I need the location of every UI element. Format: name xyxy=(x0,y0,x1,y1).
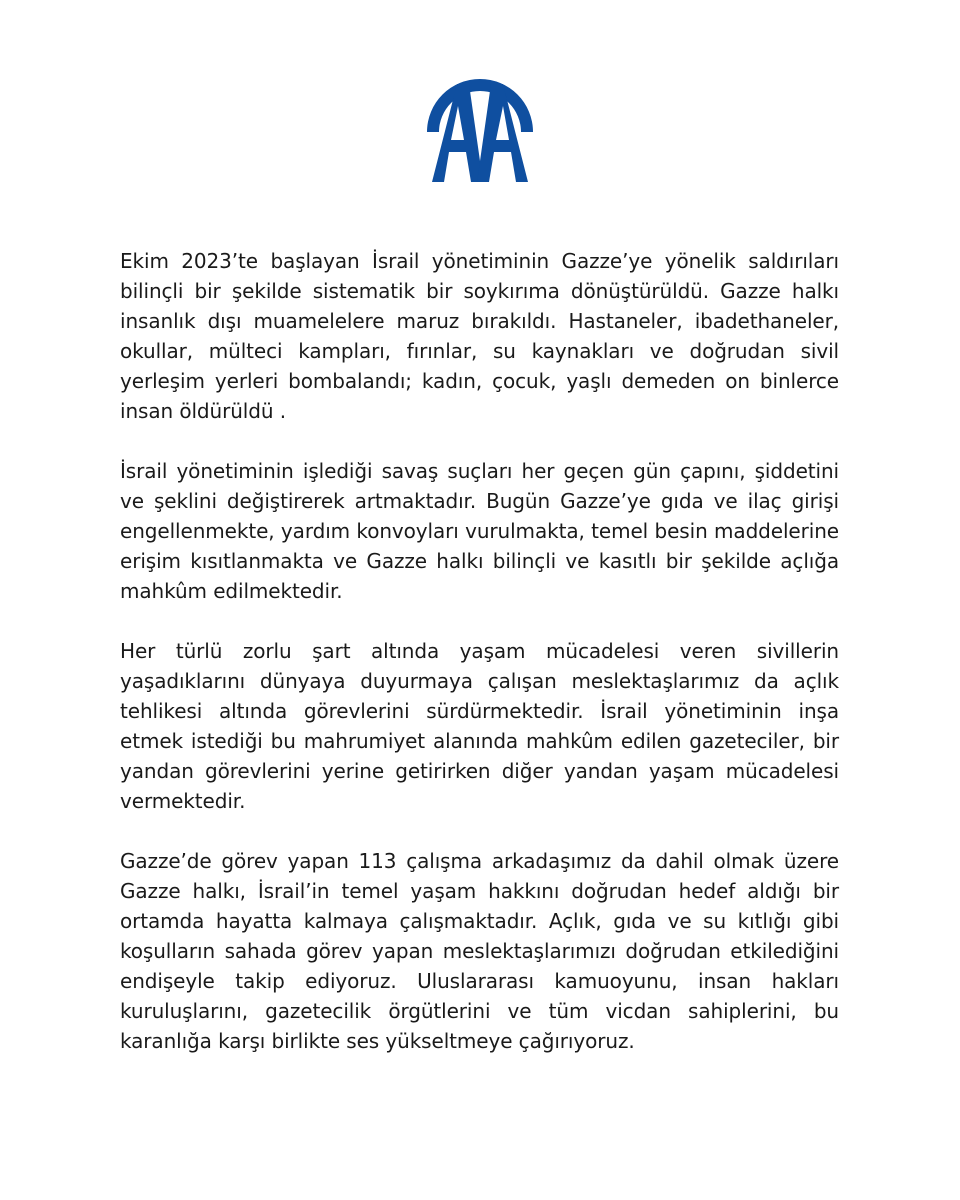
statement-paragraph: Gazze’de görev yapan 113 çalışma arkadaşımız da dahil olmak üzere Gazze halkı, İsrail’in temel yaşam hakkını doğrudan hedef aldığı bir ortamda hayatta kalmaya çalışmaktadır. Açlık, gıda ve su kıtlığı gibi koşulların sahada görev yapan meslektaşlarımızı doğrudan etkilediğini endişeyle takip ediyoruz. Uluslararası kamuoyunu, insan hakları kuruluşlarını, gazetecilik örgütlerini ve tüm vicdan sahiplerini, bu karanlığa karşı birlikte ses yükseltmeye çağırıyoruz. xyxy=(120,849,839,1053)
statement-paragraph: İsrail yönetiminin işlediği savaş suçları her geçen gün çapını, şiddetini ve şeklini değiştirerek artmaktadır. Bugün Gazze’ye gıda ve ilaç girişi engellenmekte, yardım konvoyları vurulmakta, temel besin maddelerine erişim kısıtlanmakta ve Gazze halkı bilinçli ve kasıtlı bir şekilde açlığa mahkûm edilmektedir. xyxy=(120,459,839,603)
statement-paragraph: Her türlü zorlu şart altında yaşam mücadelesi veren sivillerin yaşadıklarını dünyaya duyurmaya çalışan meslektaşlarımız da açlık tehlikesi altında görevlerini sürdürmektedir. İsrail yönetiminin inşa etmek istediği bu mahrumiyet alanında mahkûm edilen gazeteciler, bir yandan görevlerini yerine getirirken diğer yandan yaşam mücadelesi vermektedir. xyxy=(120,639,839,813)
aa-logo-icon xyxy=(421,66,539,184)
statement-paragraph: Ekim 2023’te başlayan İsrail yönetiminin Gazze’ye yönelik saldırıları bilinçli bir şekilde sistematik bir soykırıma dönüştürüldü. Gazze halkı insanlık dışı muamelelere maruz bırakıldı. Hastaneler, ibadethaneler, okullar, mülteci kampları, fırınlar, su kaynakları ve doğrudan sivil yerleşim yerleri bombalandı; kadın, çocuk, yaşlı demeden on binlerce insan öldürüldü . xyxy=(120,249,839,423)
statement-body xyxy=(120,246,839,1056)
anadolu-agency-logo xyxy=(421,66,539,184)
